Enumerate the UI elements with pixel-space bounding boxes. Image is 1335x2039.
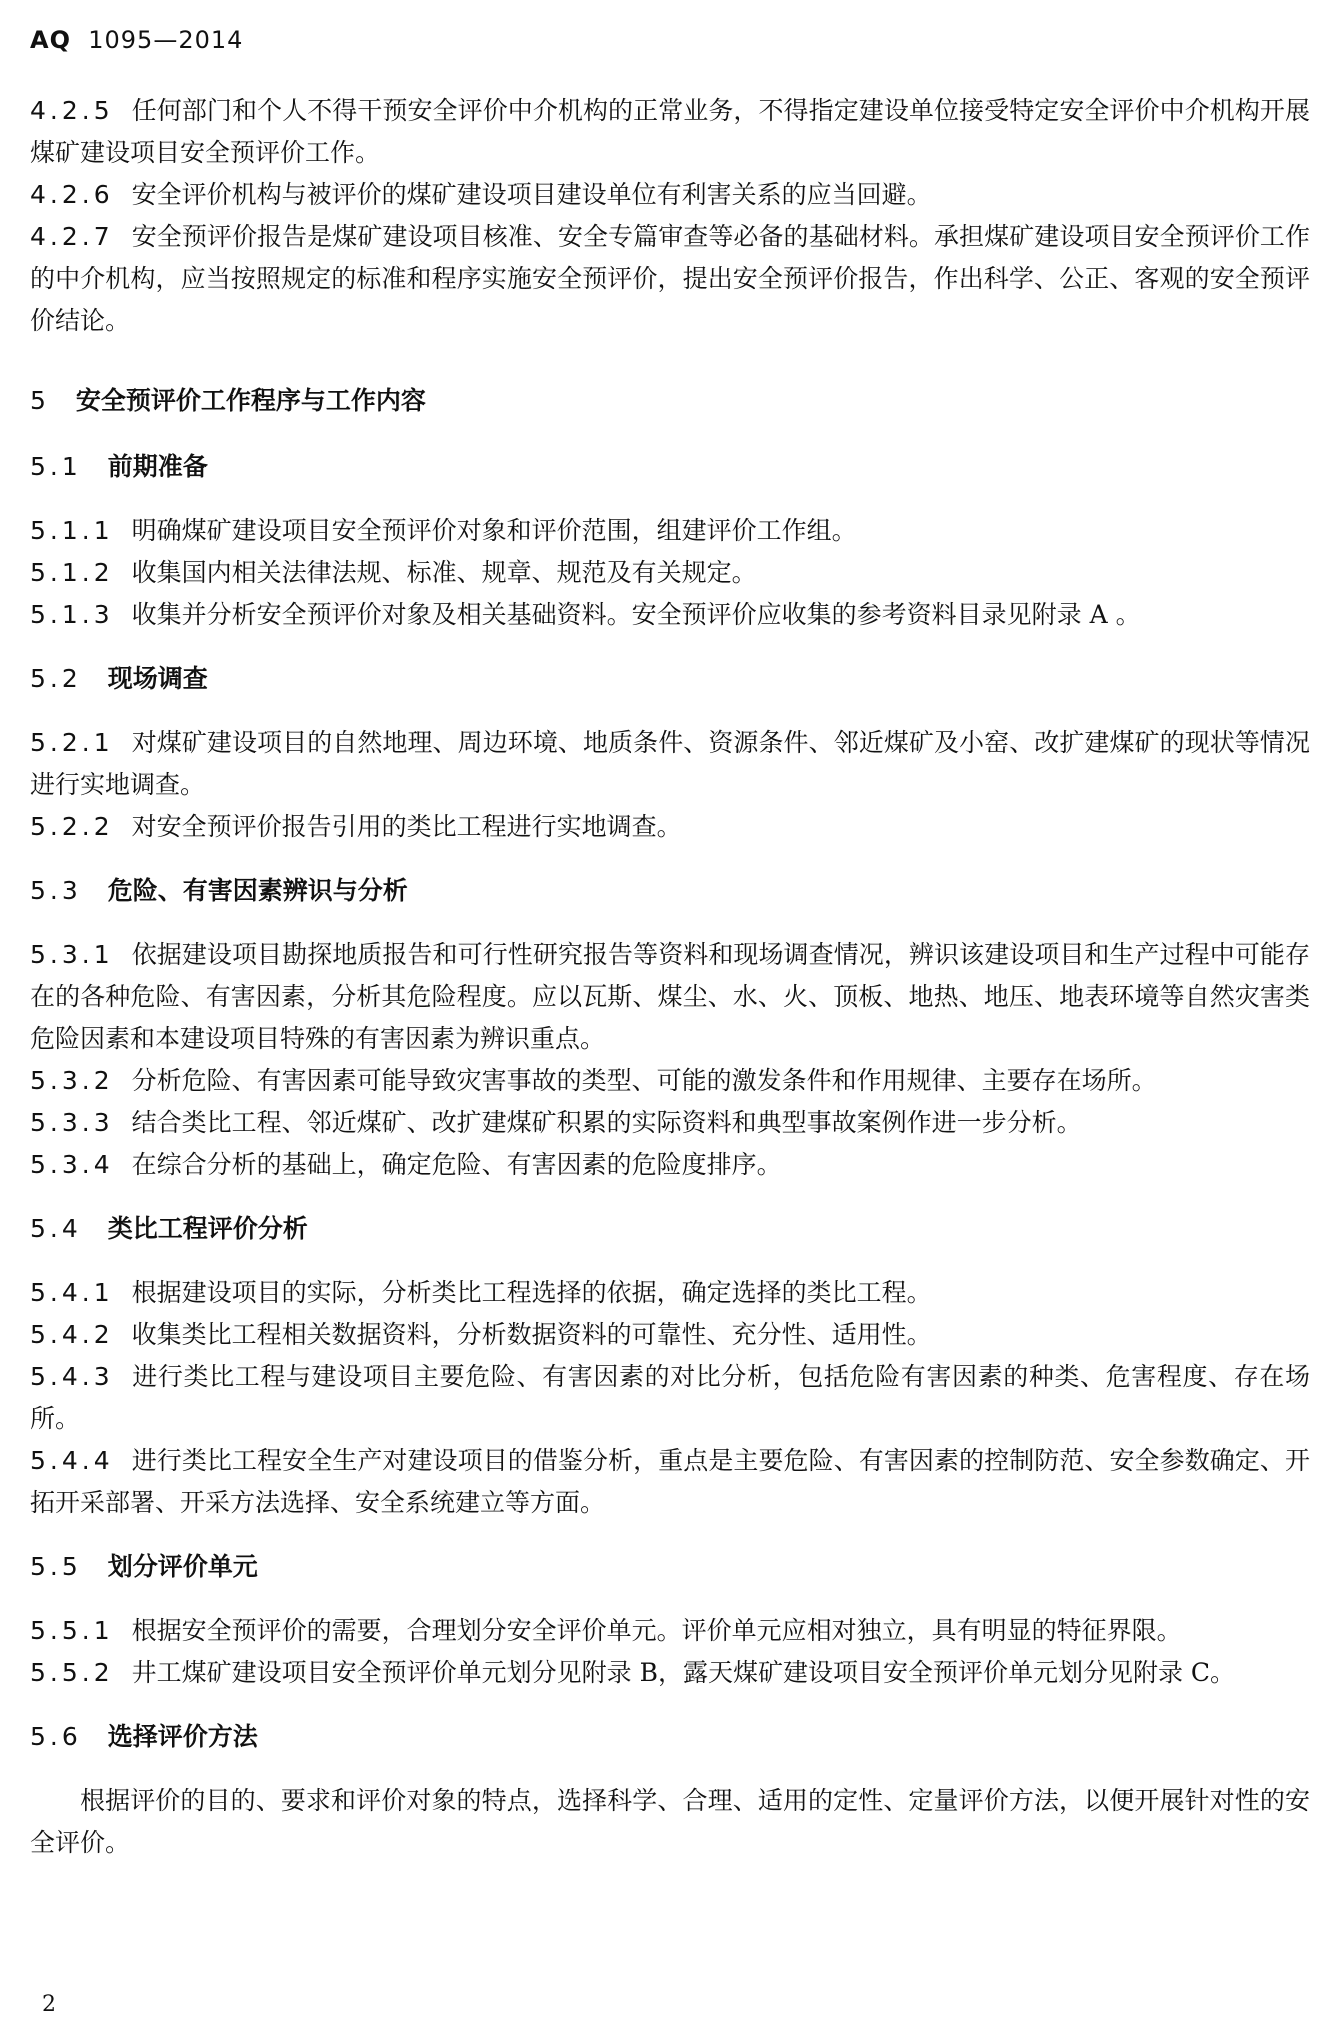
clause-5-3-4: 5.3.4 在综合分析的基础上，确定危险、有害因素的危险度排序。 — [30, 1150, 782, 1179]
section-5-4-heading: 5.4 类比工程评价分析 — [30, 1214, 308, 1243]
standard-number: 1095—2014 — [88, 26, 244, 54]
clause-5-4-2: 5.4.2 收集类比工程相关数据资料，分析数据资料的可靠性、充分性、适用性。 — [30, 1320, 932, 1349]
clause-5-3-3: 5.3.3 结合类比工程、邻近煤矿、改扩建煤矿积累的实际资料和典型事故案例作进一步分析。 — [30, 1108, 1082, 1137]
chapter-5-heading: 5 安全预评价工作程序与工作内容 — [30, 386, 426, 415]
clause-5-1-3: 5.1.3 收集并分析安全预评价对象及相关基础资料。安全预评价应收集的参考资料目录见附录 A 。 — [30, 600, 1141, 629]
clause-5-1-2: 5.1.2 收集国内相关法律法规、标准、规章、规范及有关规定。 — [30, 558, 757, 587]
clause-5-4-3: 5.4.3 进行类比工程与建设项目主要危险、有害因素的对比分析，包括危险有害因素的种类、危害程度、存在场所。 — [30, 1362, 1310, 1433]
section-5-6-body: 根据评价的目的、要求和评价对象的特点，选择科学、合理、适用的定性、定量评价方法，以便开展针对性的安全评价。 — [30, 1786, 1310, 1857]
clause-4-2-7: 4.2.7 安全预评价报告是煤矿建设项目核准、安全专篇审查等必备的基础材料。承担煤矿建设项目安全预评价工作的中介机构，应当按照规定的标准和程序实施安全预评价，提出安全预评价报告，作出科学、公正、客观的安全预评价结论。 — [30, 222, 1310, 335]
clause-4-2-5: 4.2.5 任何部门和个人不得干预安全评价中介机构的正常业务，不得指定建设单位接受特定安全评价中介机构开展煤矿建设项目安全预评价工作。 — [30, 96, 1310, 167]
clause-4-2-6: 4.2.6 安全评价机构与被评价的煤矿建设项目建设单位有利害关系的应当回避。 — [30, 180, 932, 209]
section-5-6-heading: 5.6 选择评价方法 — [30, 1722, 258, 1751]
clause-5-2-2: 5.2.2 对安全预评价报告引用的类比工程进行实地调查。 — [30, 812, 682, 841]
section-5-2-heading: 5.2 现场调查 — [30, 664, 208, 693]
clause-5-1-1: 5.1.1 明确煤矿建设项目安全预评价对象和评价范围，组建评价工作组。 — [30, 516, 857, 545]
page-number: 2 — [42, 1992, 56, 2017]
clause-5-3-2: 5.3.2 分析危险、有害因素可能导致灾害事故的类型、可能的激发条件和作用规律、主要存在场所。 — [30, 1066, 1157, 1095]
clause-5-3-1: 5.3.1 依据建设项目勘探地质报告和可行性研究报告等资料和现场调查情况，辨识该建设项目和生产过程中可能存在的各种危险、有害因素，分析其危险程度。应以瓦斯、煤尘、水、火、顶板、地热、地压、地表环境等自然灾害类危险因素和本建设项目特殊的有害因素为辨识重点。 — [30, 940, 1310, 1053]
clause-5-5-2: 5.5.2 井工煤矿建设项目安全预评价单元划分见附录 B，露天煤矿建设项目安全预评价单元划分见附录 C。 — [30, 1658, 1236, 1687]
standard-code: AQ — [30, 26, 71, 54]
section-5-3-heading: 5.3 危险、有害因素辨识与分析 — [30, 876, 408, 905]
section-5-1-heading: 5.1 前期准备 — [30, 452, 208, 481]
section-5-5-heading: 5.5 划分评价单元 — [30, 1552, 258, 1581]
clause-5-5-1: 5.5.1 根据安全预评价的需要，合理划分安全评价单元。评价单元应相对独立，具有明显的特征界限。 — [30, 1616, 1182, 1645]
standard-header — [30, 26, 243, 54]
clause-5-2-1: 5.2.1 对煤矿建设项目的自然地理、周边环境、地质条件、资源条件、邻近煤矿及小窑、改扩建煤矿的现状等情况进行实地调查。 — [30, 728, 1310, 799]
clause-5-4-1: 5.4.1 根据建设项目的实际，分析类比工程选择的依据，确定选择的类比工程。 — [30, 1278, 932, 1307]
clause-5-4-4: 5.4.4 进行类比工程安全生产对建设项目的借鉴分析，重点是主要危险、有害因素的控制防范、安全参数确定、开拓开采部署、开采方法选择、安全系统建立等方面。 — [30, 1446, 1310, 1517]
main-content — [30, 90, 1310, 1864]
